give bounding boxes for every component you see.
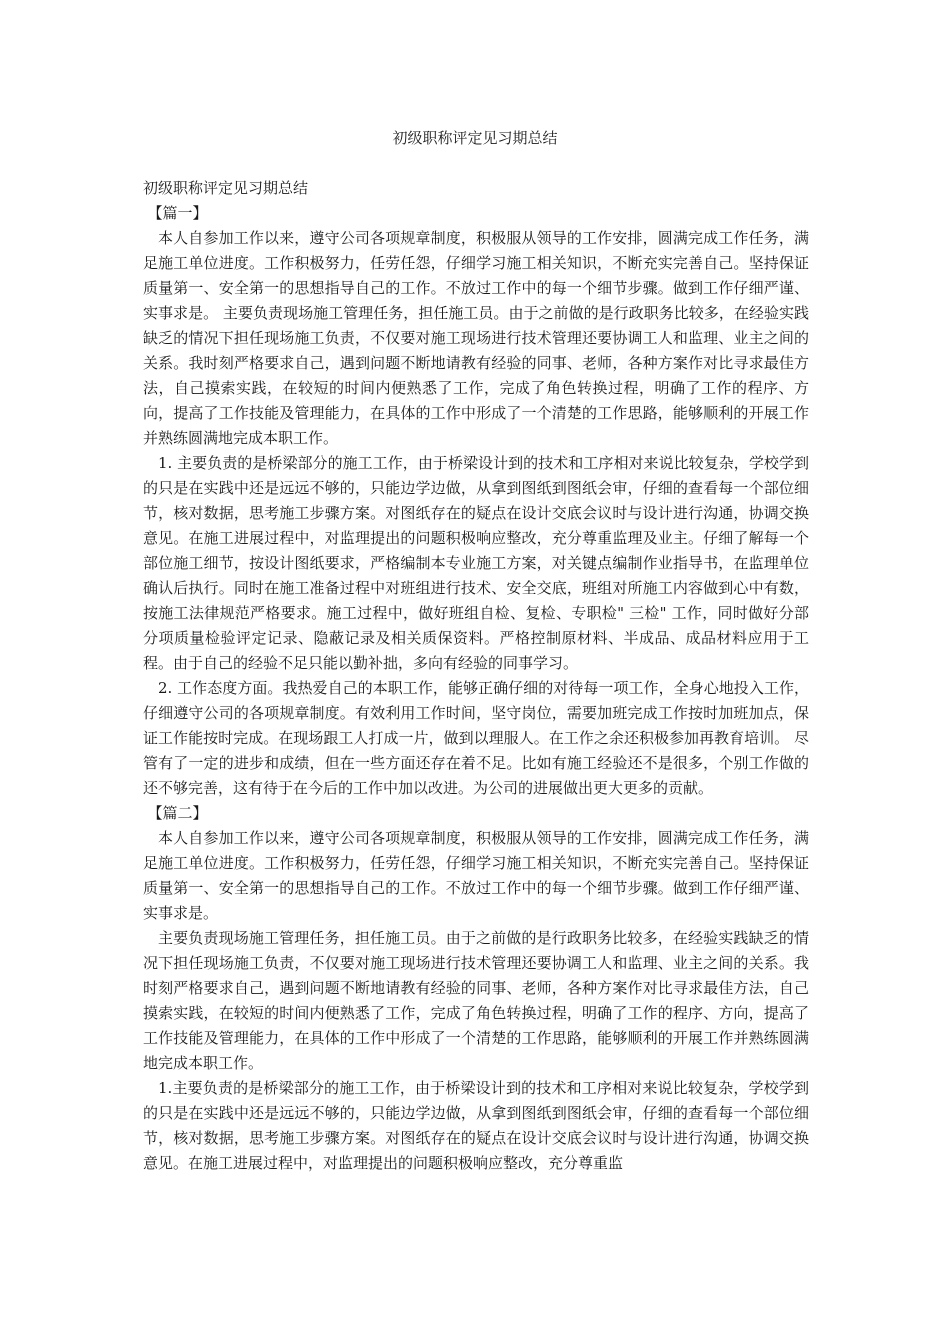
section-2-paragraph: 主要负责现场施工管理任务，担任施工员。由于之前做的是行政职务比较多，在经验实践缺乏的情况下担任现场施工负责，不仅要对施工现场进行技术管理还要协调工人和监理、业主之间的关系。我时刻严格要求自己，遇到问题不断地请教有经验的同事、老师，各种方案作对比寻求最佳方法，自己摸索实践，在较短的时间内便熟悉了工作，完成了角色转换过程，明确了工作的程序、方向，提高了工作技能及管理能力，在具体的工作中形成了一个清楚的工作思路，能够顺利的开展工作并熟练圆满地完成本职工作。 xyxy=(143,929,809,1072)
section-heading-1: 【篇一】 xyxy=(147,204,208,222)
section-1-paragraph: 2. 工作态度方面。我热爱自己的本职工作，能够正确仔细的对待每一项工作，全身心地投入工作，仔细遵守公司的各项规章制度。有效利用工作时间，坚守岗位，需要加班完成工作按时加班加点，保证工作能按时完成。在现场跟工人打成一片，做到以理服人。在工作之余还积极参加再教育培训。 尽管有了一定的进步和成绩，但在一些方面还存在着不足。比如有施工经验还不是很多，个别工作做的还不够完善，这有待于在今后的工作中加以改进。为公司的进展做出更大更多的贡献。 xyxy=(143,679,809,797)
section-heading-2: 【篇二】 xyxy=(147,804,208,822)
document-body xyxy=(143,176,809,1176)
section-1-paragraph: 1. 主要负责的是桥梁部分的施工工作，由于桥梁设计到的技术和工序相对来说比较复杂，学校学到的只是在实践中还是远远不够的，只能边学边做，从拿到图纸到图纸会审，仔细的查看每一个部位细节，核对数据，思考施工步骤方案。对图纸存在的疑点在设计交底会议时与设计进行沟通，协调交换意见。在施工进展过程中，对监理提出的问题积极响应整改，充分尊重监理及业主。仔细了解每一个部位施工细节，按设计图纸要求，严格编制本专业施工方案，对关键点编制作业指导书，在监理单位确认后执行。同时在施工准备过程中对班组进行技术、安全交底，班组对所施工内容做到心中有数，按施工法律规范严格要求。施工过程中，做好班组自检、复检、专职检" 三检" 工作，同时做好分部分项质量检验评定记录、隐蔽记录及相关质保资料。严格控制原材料、半成品、成品材料应用于工程。由于自己的经验不足只能以勤补拙，多向有经验的同事学习。 xyxy=(143,454,809,672)
document-subtitle: 初级职称评定见习期总结 xyxy=(143,179,309,197)
section-2-paragraph: 1.主要负责的是桥梁部分的施工工作，由于桥梁设计到的技术和工序相对来说比较复杂，学校学到的只是在实践中还是远远不够的，只能边学边做，从拿到图纸到图纸会审，仔细的查看每一个部位细节，核对数据，思考施工步骤方案。对图纸存在的疑点在设计交底会议时与设计进行沟通，协调交换意见。在施工进展过程中，对监理提出的问题积极响应整改，充分尊重监 xyxy=(143,1079,809,1172)
page-title: 初级职称评定见习期总结 xyxy=(392,129,558,147)
section-2-paragraph: 本人自参加工作以来，遵守公司各项规章制度，积极服从领导的工作安排，圆满完成工作任务，满足施工单位进度。工作积极努力，任劳任怨，仔细学习施工相关知识，不断充实完善自己。坚持保证质量第一、安全第一的思想指导自己的工作。不放过工作中的每一个细节步骤。做到工作仔细严谨、实事求是。 xyxy=(143,829,809,922)
section-1-paragraph: 本人自参加工作以来，遵守公司各项规章制度，积极服从领导的工作安排，圆满完成工作任务，满足施工单位进度。工作积极努力，任劳任怨，仔细学习施工相关知识，不断充实完善自己。坚持保证质量第一、安全第一的思想指导自己的工作。不放过工作中的每一个细节步骤。做到工作仔细严谨、实事求是。 主要负责现场施工管理任务，担任施工员。由于之前做的是行政职务比较多，在经验实践缺乏的情况下担任现场施工负责，不仅要对施工现场进行技术管理还要协调工人和监理、业主之间的关系。我时刻严格要求自己，遇到问题不断地请教有经验的同事、老师，各种方案作对比寻求最佳方法，自己摸索实践，在较短的时间内便熟悉了工作，完成了角色转换过程，明确了工作的程序、方向，提高了工作技能及管理能力，在具体的工作中形成了一个清楚的工作思路，能够顺利的开展工作并熟练圆满地完成本职工作。 xyxy=(143,229,809,447)
